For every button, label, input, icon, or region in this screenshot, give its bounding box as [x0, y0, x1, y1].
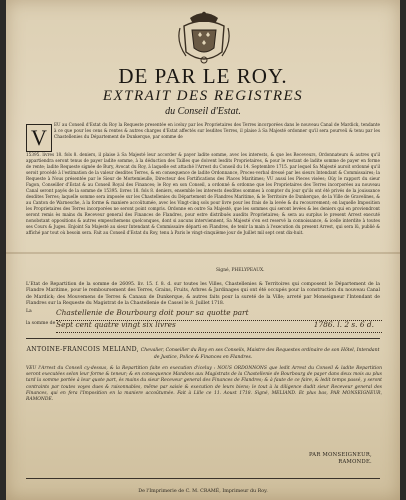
paper-fold — [6, 252, 400, 254]
intendant-name: ANTOINE-FRANCOIS MELIAND, — [26, 346, 139, 353]
divider — [26, 338, 380, 339]
document-sheet — [6, 0, 400, 500]
handwritten-amount-figures: 1786. l. 2 s. 6 d. — [313, 320, 374, 329]
paragraph-ordonnance: VEU l'Arrest du Conseil cy-dessus, & la Repartition faite en execution d'iceluy : NOUS ORDONNONS que ledit Arrest du Conseil & ladite Repartition seront executées selon leur forme & teneur; & en consequence Mandons aux Magistrats de la Chastellenie de Bourbourg de payer dans deux mois au plus tard la somme portée à leur quote part, ès mains du sieur Receveur general des Finances de Flandres; & à faute de ce faire, & ledit temps passé, y seront contraints par toutes voyes dues & raisonnables, même par saisie & execution de leurs biens; le tout à la diligence dudit sieur Receveur general des Finances, qui en fera l'Imposition en la maniere accoûtumée. Fait à Lille ce 11. Aoust 1718. Signé, MELIAND. Et plus bas, PAR MONSEIGNEUR, RAMONDE. — [26, 366, 382, 403]
handwritten-chastellenie: Chastellenie de Bourbourg doit pour sa quotte part — [56, 308, 249, 317]
closing-line-1: PAR MONSEIGNEUR, — [308, 452, 372, 458]
document-subtitle: EXTRAIT DES REGISTRES — [102, 88, 304, 104]
footer-divider — [26, 478, 380, 479]
signature-text: Signé, PHELYPEAUX. — [216, 268, 265, 273]
signature-phelypeaux — [26, 268, 380, 274]
handwritten-amount-words: Sept cent quatre vingt six livres — [56, 320, 176, 329]
hand-label-2: la somme de — [26, 321, 56, 326]
intendant-signature-block — [26, 346, 380, 361]
hand-label-1: La — [26, 309, 32, 314]
paragraph-intro: EU au Conseil d'Estat du Roy la Requeste presentée en iceluy par les Proprietaires des Terres incorporées dans le nouveau Canal de Mardick, tendante à ce que pour les cens & rentes & autres charges d'Estat affectés sur lesdites Terres, il plaise à Sa Majesté ordonner qu'il sera pourveû & tenu par les Chastellenies du Département de Dunkerque, par somme de — [54, 122, 380, 139]
paragraph-decree: 15395. livres 18. fols 8. deniers, il plaise à Sa Majesté leur accorder & payer ladite somme, avec les interests, & que les Receveurs, Ordonnateurs & autres qu'il appartiendra seront tenus de payer ladite somme, à la déduction des Tailles que doivent lesdits Proprietaires, & pour le restant de ladite somme de payer en forme de rente; ladite Requeste signée de Bury, Avocat du Roy, à laquelle est attaché l'Arrest du Conseil du 14. Septembre 1715. par lequel Sa Majesté auroit ordonné qu'il seroit procédé à l'estimation de la valeur desdites Terres, & en consequence de ladite Ordonnance, Proces-verbal dressé par les sieurs Intendant & Commissaires; la Requeste à Nous présentée par le Sieur de Mortemieulle, Directeur des Fortifications des Places Maritimes; VU aussi les Pieces visées; Oüy le rapport du sieur Fagon, Conseiller d'Estat & au Conseil Royal des Finances; le Roy en son Conseil, a ordonné & ordonne que les Proprietaires des Terres incorporées au nouveau Canal seront payés de la somme de 15395. livres 18. fols 8. deniers, ensemble les interests desdites sommes à compter du jour qu'ils ont été privés de la jouissance desdites Terres; laquelle somme sera imposée sur les Chastellenies du Département de Flandres Maritime, & le Territoire de Dunkerque, de la Ville de Gravelines, & au Canton de Warnesche, à la forme & maniere accoûtumée, avec les Vingt-cinq sols pour livre pour les frais de la levée & du recouvrement; en laquelle Imposition les Proprietaires des Terres incorporées ne seront point compris. Ordonne en outre Sa Majesté, que les sommes qui seront levées & les deniers qui en proviendront seront remis ès mains du Receveur general des Finances de Flandres, pour estre distribués ausdits Proprietaires; & sera au surplus le present Arrest executé nonobstant oppositions & autres empeschemens quelconques, dont si aucuns interviennent, Sa Majesté s'en est reservé la connoissance, & icelle interdite à toutes ses Cours & Juges. Enjoint Sa Majesté au sieur Intendant & Commissaire départi en Flandres, de tenir la main à l'execution du present Arrest, qui sera lû, publié & affiché par tout où besoin sera. Fait au Conseil d'Estat du Roy, tenu à Paris le vingt-cinquième jour de Juillet mil sept cent dix-huit. — [26, 152, 380, 235]
printer-imprint: De l'Imprimerie de C. M. CRAMÉ, Imprimeur du Roy. — [138, 489, 268, 494]
drop-cap: V — [26, 124, 52, 152]
document-title: DE PAR LE ROY. — [118, 64, 288, 88]
closing-line-2: RAMONDE. — [338, 459, 372, 465]
document-subtitle-council: du Conseil d'Estat. — [165, 106, 241, 117]
dotted-underline — [56, 332, 382, 333]
handwritten-line-2 — [26, 320, 382, 334]
paragraph-extract: L'Etat de Repartition de la somme de 26095. liv. 15. f. 8. d. sur toutes les Villes, Chastellenies & Territoires qui composent le Département de la Flandre Maritime, pour le remboursement des Terres, Grains, Fruits, Arbres & Jardinages qui ont été occupés pour la construction du nouveau Canal de Mardick; des Mouvemens de Terres & Canaux de Dunkerque, & autres faits pour la sureté de la Ville; arreté par Monseigneur l'Intendant de Flandres sur la Requeste du Magistrat de la Chastellenie de Cassel le 8. Juillet 1718. — [26, 282, 380, 306]
intendant-titles: Chevalier, Conseiller du Roy en ses Conseils, Maistre des Requestes ordinaire de son Hôtel, Intendant de Justice, Police & Finances en Flandres. — [140, 348, 380, 360]
closing-signature — [309, 452, 372, 466]
royal-crest-icon — [176, 8, 232, 68]
